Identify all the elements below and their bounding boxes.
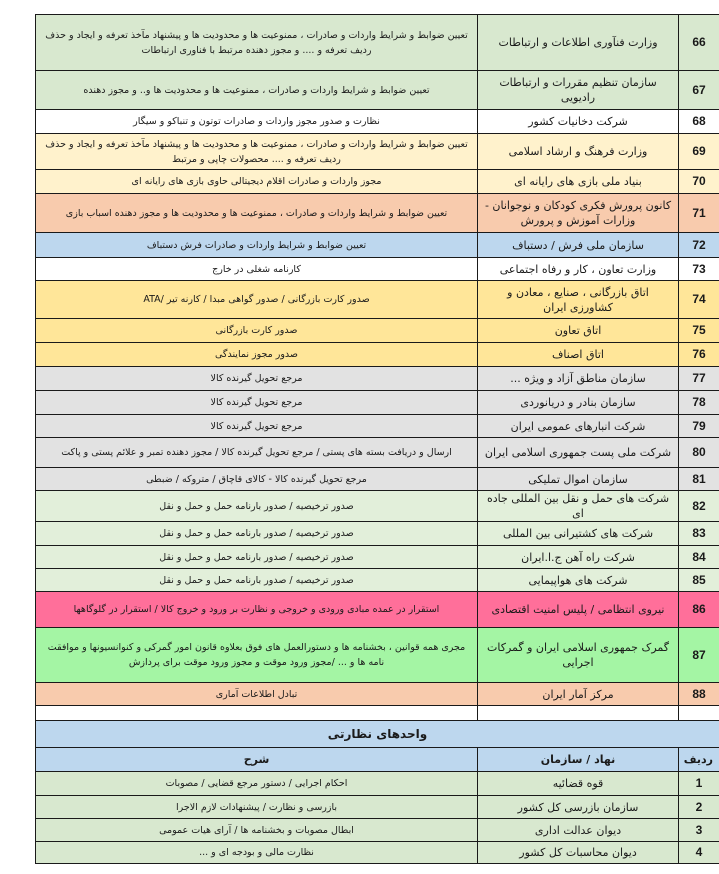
- organization-cell: سازمان مناطق آزاد و ویژه ...: [478, 367, 679, 391]
- organization-cell: سازمان بنادر و دریانوردی: [478, 391, 679, 415]
- organization-cell: سازمان بازرسی کل کشور: [478, 796, 679, 819]
- description-cell: صدور ترخیصیه / صدور بارنامه حمل و حمل و نقل: [36, 569, 478, 592]
- organization-cell: وزارت فنآوری اطلاعات و ارتباطات: [478, 15, 679, 71]
- row-number: 84: [679, 546, 719, 569]
- description-cell: استقرار در عمده مبادی ورودی و خروجی و نظارت بر ورود و خروج کالا / استقرار در گلوگاهها: [36, 592, 478, 628]
- row-number: 70: [679, 170, 719, 194]
- table-row: [36, 546, 719, 569]
- description-cell: صدور مجوز نمایندگی: [36, 343, 478, 367]
- organization-cell: قوه قضائیه: [478, 772, 679, 796]
- organization-cell: شرکت ملی پست جمهوری اسلامی ایران: [478, 438, 679, 468]
- row-number: 73: [679, 258, 719, 281]
- row-number: 77: [679, 367, 719, 391]
- row-number: 79: [679, 415, 719, 438]
- row-number: 68: [679, 110, 719, 134]
- organization-cell: اتاق بازرگانی ، صنایع ، معادن و کشاورزی ایران: [478, 281, 679, 319]
- organization-cell: مرکز آمار ایران: [478, 683, 679, 706]
- table-row: [36, 15, 719, 71]
- header-description: شرح: [36, 748, 478, 772]
- row-number: 82: [679, 491, 719, 522]
- description-cell: مرجع تحویل گیرنده کالا - کالای قاچاق / متروکه / ضبطی: [36, 468, 478, 491]
- table-row: [36, 842, 719, 864]
- table-row: [36, 71, 719, 110]
- section-title: واحدهای نظارتی: [36, 721, 719, 748]
- row-number: 4: [679, 842, 719, 864]
- row-number: 78: [679, 391, 719, 415]
- organization-cell: شرکت انبارهای عمومی ایران: [478, 415, 679, 438]
- row-number: 66: [679, 15, 719, 71]
- header-row-number: ردیف: [679, 748, 719, 772]
- table-row: [36, 170, 719, 194]
- table-row: [36, 233, 719, 258]
- description-cell: صدور کارت بازرگانی: [36, 319, 478, 343]
- organization-cell: شرکت دخانیات کشور: [478, 110, 679, 134]
- agencies-table: [35, 14, 719, 729]
- column-header-row: [36, 748, 719, 772]
- table-row: [36, 134, 719, 170]
- row-number: 88: [679, 683, 719, 706]
- table-row: [36, 343, 719, 367]
- row-number: 2: [679, 796, 719, 819]
- row-number: 1: [679, 772, 719, 796]
- organization-cell: وزارت تعاون ، کار و رفاه اجتماعی: [478, 258, 679, 281]
- table-row: [36, 819, 719, 842]
- table-row: [36, 258, 719, 281]
- description-cell: صدور ترخیصیه / صدور بارنامه حمل و حمل و نقل: [36, 522, 478, 546]
- organization-cell: دیوان عدالت اداری: [478, 819, 679, 842]
- organization-cell: شرکت های حمل و نقل بین المللی جاده ای: [478, 491, 679, 522]
- organization-cell: گمرک جمهوری اسلامی ایران و گمرکات اجرایی: [478, 628, 679, 683]
- row-number: 74: [679, 281, 719, 319]
- row-number: 85: [679, 569, 719, 592]
- table-row: [36, 592, 719, 628]
- description-cell: تبادل اطلاعات آماری: [36, 683, 478, 706]
- description-cell: ارسال و دریافت بسته های پستی / مرجع تحویل گیرنده کالا / مجوز دهنده تمبر و علائم پستی و پاکت: [36, 438, 478, 468]
- description-cell: صدور کارت بازرگانی / صدور گواهی مبدا / کارنه تیر /ATA: [36, 281, 478, 319]
- row-number: 67: [679, 71, 719, 110]
- organization-cell: سازمان تنظیم مقررات و ارتباطات رادیویی: [478, 71, 679, 110]
- table-row: [36, 569, 719, 592]
- description-cell: نظارت مالی و بودجه ای و ...: [36, 842, 478, 864]
- table-row: [36, 796, 719, 819]
- organization-cell: وزارت فرهنگ و ارشاد اسلامی: [478, 134, 679, 170]
- description-cell: کارنامه شغلی در خارج: [36, 258, 478, 281]
- table-row: [36, 468, 719, 491]
- table-row: [36, 415, 719, 438]
- description-cell: نظارت و صدور مجوز واردات و صادرات توتون و تنباکو و سیگار: [36, 110, 478, 134]
- description-cell: مجوز واردات و صادرات اقلام دیجیتالی حاوی بازی های رایانه ای: [36, 170, 478, 194]
- description-cell: تعیین ضوابط و شرایط واردات و صادرات ، ممنوعیت ها و محدودیت ها و مجوز دهنده اسباب بازی: [36, 194, 478, 233]
- description-cell: مرجع تحویل گیرنده کالا: [36, 415, 478, 438]
- table-row: [36, 110, 719, 134]
- description-cell: بازرسی و نظارت / پیشنهادات لازم الاجرا: [36, 796, 478, 819]
- row-number: 80: [679, 438, 719, 468]
- description-cell: مرجع تحویل گیرنده کالا: [36, 391, 478, 415]
- table-row: [36, 772, 719, 796]
- organization-cell: سازمان ملی فرش / دستباف: [478, 233, 679, 258]
- description-cell: مجری همه قوانین ، بخشنامه ها و دستورالعمل های فوق بعلاوه قانون امور گمرکی و کنوانسیونها و موافقت نامه ها و ... /مجوز ورود موقت و مجوز ورود موقت برای پردازش: [36, 628, 478, 683]
- table-row: [36, 683, 719, 706]
- table-row: [36, 522, 719, 546]
- table-row: [36, 628, 719, 683]
- row-number: 69: [679, 134, 719, 170]
- description-cell: تعیین ضوابط و شرایط واردات و صادرات ، ممنوعیت ها و محدودیت ها و.. و مجوز دهنده: [36, 71, 478, 110]
- header-organization: نهاد / سازمان: [478, 748, 679, 772]
- row-number: 72: [679, 233, 719, 258]
- table-row: [36, 367, 719, 391]
- organization-cell: نیروی انتظامی / پلیس امنیت اقتصادی: [478, 592, 679, 628]
- row-number: 83: [679, 522, 719, 546]
- organization-cell: کانون پرورش فکری کودکان و نوجوانان - وزارات آموزش و پرورش: [478, 194, 679, 233]
- organization-cell: بنیاد ملی بازی های رایانه ای: [478, 170, 679, 194]
- table-row: [36, 319, 719, 343]
- row-number: 87: [679, 628, 719, 683]
- description-cell: تعیین ضوابط و شرایط واردات و صادرات ، ممنوعیت ها و محدودیت ها و پیشنهاد مآخذ تعرفه و ایجاد و حذف ردیف تعرفه و .... و مجوز دهنده مرتبط با فناوری ارتباطات: [36, 15, 478, 71]
- organization-cell: اتاق اصناف: [478, 343, 679, 367]
- organization-cell: سازمان اموال تملیکی: [478, 468, 679, 491]
- table-row: [36, 491, 719, 522]
- organization-cell: اتاق تعاون: [478, 319, 679, 343]
- row-number: 71: [679, 194, 719, 233]
- section-header-row: [36, 721, 719, 748]
- supervisory-units-table: [35, 720, 719, 864]
- description-cell: احکام اجرایی / دستور مرجع قضایی / مصوبات: [36, 772, 478, 796]
- row-number: 81: [679, 468, 719, 491]
- description-cell: تعیین ضوابط و شرایط واردات و صادرات فرش دستباف: [36, 233, 478, 258]
- description-cell: تعیین ضوابط و شرایط واردات و صادرات ، ممنوعیت ها و محدودیت ها و پیشنهاد مآخذ تعرفه و ایجاد و حذف ردیف تعرفه و .... محصولات چاپی و مرتبط: [36, 134, 478, 170]
- organization-cell: شرکت راه آهن ج.ا.ایران: [478, 546, 679, 569]
- table-row: [36, 438, 719, 468]
- description-cell: صدور ترخیصیه / صدور بارنامه حمل و حمل و نقل: [36, 546, 478, 569]
- organization-cell: شرکت های هواپیمایی: [478, 569, 679, 592]
- row-number: 76: [679, 343, 719, 367]
- row-number: 3: [679, 819, 719, 842]
- organization-cell: دیوان محاسبات کل کشور: [478, 842, 679, 864]
- description-cell: مرجع تحویل گیرنده کالا: [36, 367, 478, 391]
- organization-cell: شرکت های کشتیرانی بین المللی: [478, 522, 679, 546]
- table-row: [36, 194, 719, 233]
- row-number: 75: [679, 319, 719, 343]
- row-number: 86: [679, 592, 719, 628]
- table-row: [36, 391, 719, 415]
- description-cell: صدور ترخیصیه / صدور بارنامه حمل و حمل و نقل: [36, 491, 478, 522]
- table-row: [36, 281, 719, 319]
- description-cell: ابطال مصوبات و بخشنامه ها / آرای هیات عمومی: [36, 819, 478, 842]
